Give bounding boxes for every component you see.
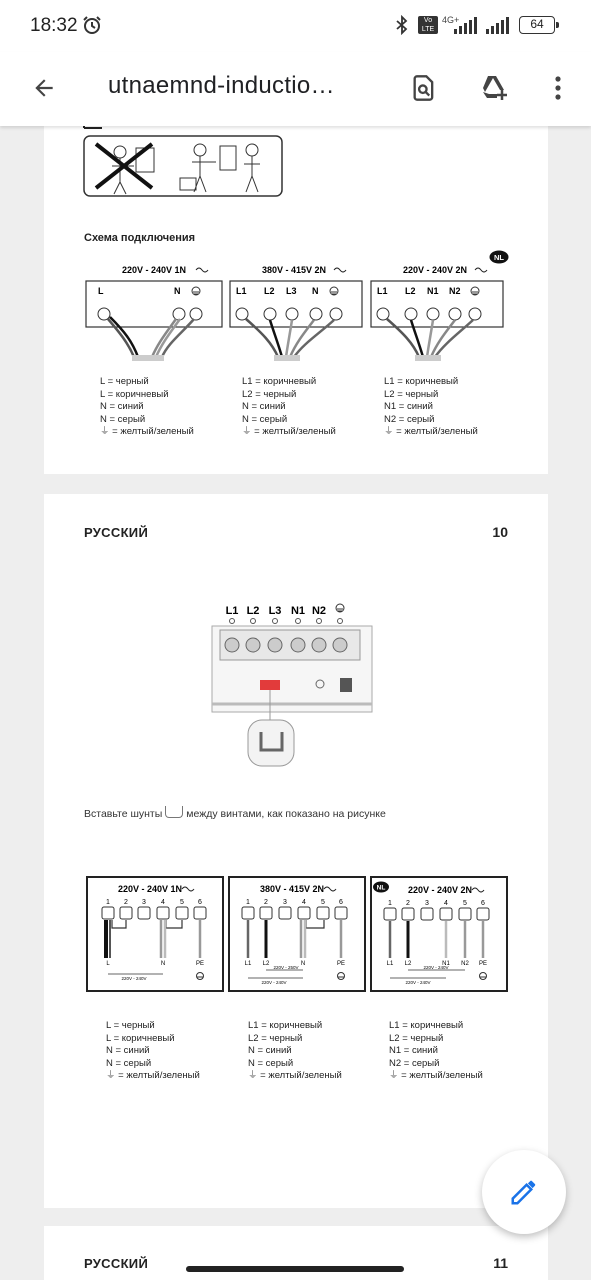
ground-icon: ⏚ xyxy=(242,426,252,438)
bottom-label: N xyxy=(160,961,166,967)
bottom-label: PE xyxy=(478,961,488,967)
bottom-label: L1 xyxy=(244,961,252,967)
legend-line: L2 = черный xyxy=(389,1032,444,1044)
legend-line: L = коричневый xyxy=(100,388,169,400)
alarm-icon xyxy=(82,15,102,35)
terminal-label: N1 xyxy=(427,286,439,296)
legend-line: L2 = черный xyxy=(242,388,297,400)
wiring-legend-1 xyxy=(100,376,194,439)
legend-line-ground xyxy=(106,1070,200,1083)
terminal-number: 2 xyxy=(124,899,128,906)
legend-line: L = черный xyxy=(100,376,149,387)
terminal-number: 2 xyxy=(406,900,410,907)
diagram-header: 220V - 240V 2N xyxy=(402,265,468,275)
terminal-label: N xyxy=(312,286,319,296)
legend-line: N = серый xyxy=(242,413,288,425)
app-bar xyxy=(0,52,591,126)
legend-line: N = серый xyxy=(100,413,146,425)
terminal-label: N2 xyxy=(449,286,461,296)
more-vert-icon xyxy=(554,75,562,101)
legend-line-ground xyxy=(242,426,336,439)
bottom-label: N1 xyxy=(442,961,450,967)
legend-line: L1 = коричневый xyxy=(384,376,459,387)
wiring-diagram-1 xyxy=(84,261,226,363)
block-legend-2 xyxy=(248,1020,342,1083)
page-language-heading: РУССКИЙ xyxy=(84,1256,149,1271)
nl-badge-label: NL xyxy=(376,884,386,892)
wiring-legend-2 xyxy=(242,376,336,439)
page-number: 11 xyxy=(493,1255,508,1271)
terminal-label: L3 xyxy=(268,605,282,617)
terminal-number: 3 xyxy=(142,899,146,906)
page-number: 10 xyxy=(492,524,508,540)
legend-line: N = синий xyxy=(100,401,144,413)
legend-line: L1 = коричневый xyxy=(242,376,317,387)
terminal-label: L3 xyxy=(286,286,297,296)
terminal-number: 5 xyxy=(321,899,325,906)
terminal-label: L1 xyxy=(377,286,388,296)
signal-strength-icon-2 xyxy=(484,15,514,35)
block-diagram-3 xyxy=(370,876,508,994)
terminal-label: N2 xyxy=(311,605,327,617)
wiring-diagram-2 xyxy=(228,261,370,363)
bottom-label: N xyxy=(300,961,306,967)
terminal-number: 6 xyxy=(198,899,202,906)
legend-line-ground xyxy=(389,1070,483,1083)
diagram-header: 220V - 240V 1N xyxy=(121,265,187,275)
pencil-icon xyxy=(509,1177,539,1207)
terminal-number: 4 xyxy=(302,899,306,906)
terminal-number: 5 xyxy=(180,899,184,906)
ground-icon: ⏚ xyxy=(248,1070,258,1082)
bottom-label: L xyxy=(106,961,110,967)
terminal-number: 6 xyxy=(339,899,343,906)
terminal-label: L1 xyxy=(225,605,239,617)
instruction-text-before: Вставьте шунты xyxy=(84,808,163,820)
legend-line: L1 = коричневый xyxy=(248,1020,323,1031)
wiring-diagram-3 xyxy=(369,261,511,363)
shunt-icon xyxy=(165,806,183,818)
ground-icon: ⏚ xyxy=(389,1070,399,1082)
terminal-label: L1 xyxy=(236,286,247,296)
legend-line: N1 = синий xyxy=(389,1045,438,1057)
bottom-label: L2 xyxy=(262,961,270,967)
signal-strength-icon xyxy=(446,15,480,35)
block-legend-1 xyxy=(106,1020,200,1083)
terminal-number: 1 xyxy=(106,899,110,906)
nl-badge-label: NL xyxy=(494,253,504,262)
range-label: 220V - 240V xyxy=(121,976,147,981)
network-type-label: 4G+ xyxy=(442,15,460,25)
terminal-number: 4 xyxy=(444,900,448,907)
terminal-number: 4 xyxy=(161,899,165,906)
legend-line: N = серый xyxy=(248,1057,294,1069)
range-label: 220V - 240V xyxy=(423,965,449,970)
legend-line: N2 = серый xyxy=(389,1057,440,1069)
back-arrow-icon xyxy=(31,75,57,101)
legend-line: L2 = черный xyxy=(384,388,439,400)
terminal-label: N xyxy=(174,286,181,296)
terminal-label: L2 xyxy=(246,605,260,617)
bottom-label: L1 xyxy=(386,961,394,967)
diagram-header: 380V - 415V 2N xyxy=(259,884,325,894)
bottom-label: N2 xyxy=(461,961,469,967)
ground-icon: ⏚ xyxy=(106,1070,116,1082)
legend-line: L1 = коричневый xyxy=(389,1020,464,1031)
battery-indicator: 64 xyxy=(519,16,555,34)
home-indicator[interactable] xyxy=(186,1266,404,1272)
terminal-label: L2 xyxy=(264,286,275,296)
legend-line: N = серый xyxy=(106,1057,152,1069)
terminal-block-illustration xyxy=(210,600,378,778)
range-label: 220V - 250V xyxy=(273,965,299,970)
legend-line: L = коричневый xyxy=(106,1032,175,1044)
document-page-9 xyxy=(44,126,548,474)
terminal-number: 3 xyxy=(283,899,287,906)
terminal-label: L xyxy=(98,286,104,296)
terminal-label: L2 xyxy=(405,286,416,296)
volte-badge: Vo LTE xyxy=(418,16,438,34)
document-title: utnaemnd-inductio… xyxy=(108,72,335,99)
legend-text: = желтый/зеленый xyxy=(118,1070,200,1082)
legend-text: = желтый/зеленый xyxy=(254,426,336,438)
legend-text: = желтый/зеленый xyxy=(112,426,194,438)
block-legend-3 xyxy=(389,1020,483,1083)
bottom-label: PE xyxy=(195,961,205,967)
edit-fab-button[interactable] xyxy=(482,1150,566,1234)
wiring-legend-3 xyxy=(384,376,478,439)
instruction-text-after: между винтами, как показано на рисунке xyxy=(186,808,386,820)
bottom-label: L2 xyxy=(404,961,412,967)
terminal-number: 3 xyxy=(425,900,429,907)
document-page-10 xyxy=(44,494,548,1208)
legend-line: N1 = синий xyxy=(384,401,433,413)
terminal-number: 6 xyxy=(481,900,485,907)
ground-icon: ⏚ xyxy=(100,426,110,438)
diagram-header: 220V - 240V 1N xyxy=(117,884,183,894)
bottom-label: PE xyxy=(336,961,346,967)
legend-line: L = черный xyxy=(106,1020,155,1031)
find-in-doc-icon xyxy=(410,74,438,102)
more-options-button[interactable] xyxy=(536,66,580,110)
diagram-header: 380V - 415V 2N xyxy=(261,265,327,275)
page-language-heading: РУССКИЙ xyxy=(84,525,149,540)
bluetooth-icon xyxy=(395,15,409,35)
legend-text: = желтый/зеленый xyxy=(401,1070,483,1082)
section-heading: Схема подключения xyxy=(84,232,196,244)
terminal-number: 1 xyxy=(246,899,250,906)
status-time: 18:32 xyxy=(30,15,78,36)
legend-line: N = синий xyxy=(242,401,286,413)
terminal-number: 1 xyxy=(388,900,392,907)
block-diagram-2 xyxy=(228,876,366,994)
status-bar xyxy=(0,0,591,52)
legend-line: L2 = черный xyxy=(248,1032,303,1044)
diagram-header: 220V - 240V 2N xyxy=(407,885,473,895)
back-button[interactable] xyxy=(22,66,66,110)
ground-icon: ⏚ xyxy=(384,426,394,438)
find-in-document-button[interactable] xyxy=(402,66,446,110)
legend-line: N = синий xyxy=(248,1045,292,1057)
range-label: 220V - 240V xyxy=(405,980,431,985)
terminal-label: N1 xyxy=(290,605,306,617)
block-diagram-1 xyxy=(86,876,224,994)
terminal-number: 5 xyxy=(463,900,467,907)
shunt-instruction xyxy=(84,806,386,820)
legend-text: = желтый/зеленый xyxy=(260,1070,342,1082)
legend-line-ground xyxy=(248,1070,342,1083)
legend-line-ground xyxy=(100,426,194,439)
legend-line: N2 = серый xyxy=(384,413,435,425)
terminal-number: 2 xyxy=(264,899,268,906)
legend-line: N = синий xyxy=(106,1045,150,1057)
safety-illustration xyxy=(82,122,284,202)
add-to-drive-button[interactable] xyxy=(472,66,516,110)
legend-text: = желтый/зеленый xyxy=(396,426,478,438)
range-label: 220V - 240V xyxy=(261,980,287,985)
add-to-drive-icon xyxy=(479,74,509,102)
legend-line-ground xyxy=(384,426,478,439)
